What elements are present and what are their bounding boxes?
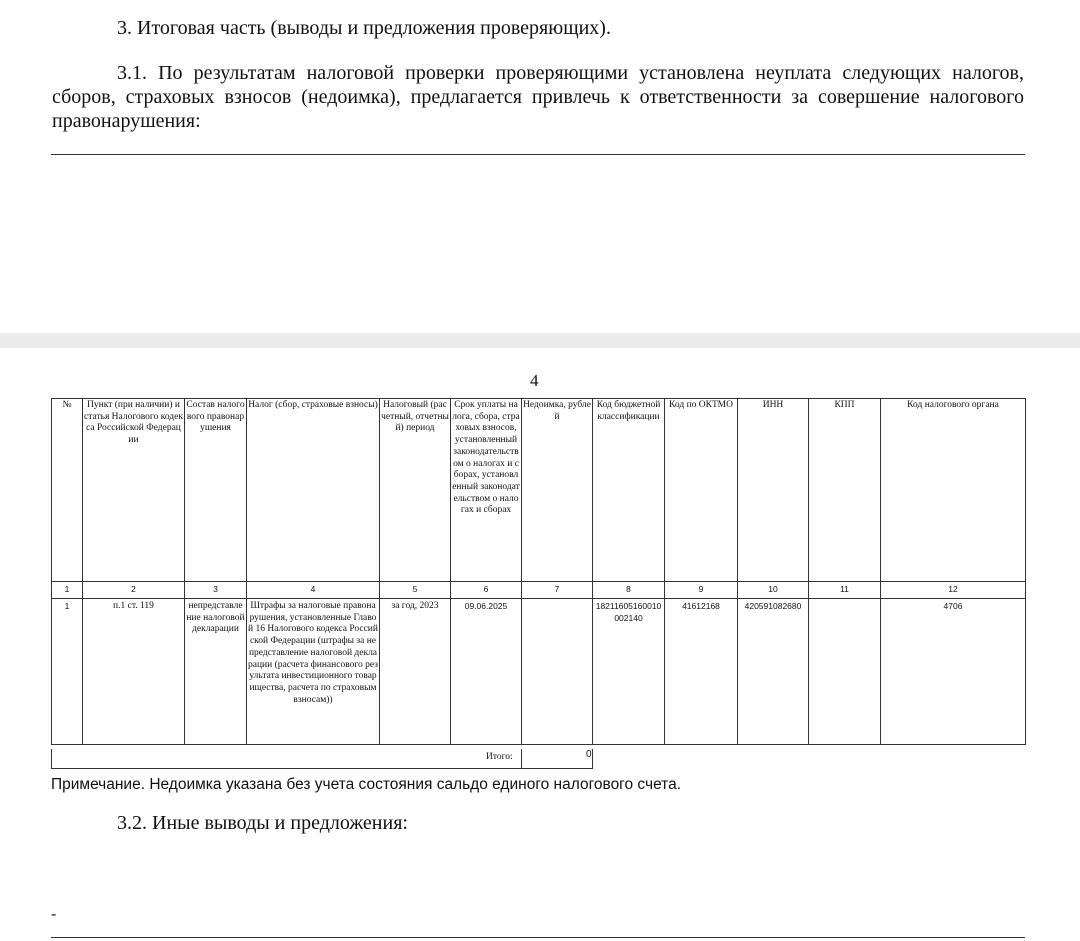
- header-cell: Код бюджетной классификации: [593, 399, 665, 582]
- period-cell: за год, 2023: [380, 599, 451, 745]
- arrears-cell: [522, 599, 593, 745]
- row-number: 1: [52, 599, 83, 745]
- offense-cell: непредставление налоговой декларации: [185, 599, 247, 745]
- header-cell: №: [52, 399, 83, 582]
- column-number: 7: [522, 582, 593, 599]
- tax-cell: Штрафы за налоговые правонарушения, установленные Главой 16 Налогового кодекса Российской Федерации (штрафы за непредставление налоговой декларации (расчета финансового результата инвестиционного товарищества, расчета по страховым взносам)): [247, 599, 380, 745]
- table-row: [52, 599, 1026, 745]
- header-cell: КПП: [809, 399, 881, 582]
- header-cell: Пункт (при наличии) и статья Налогового кодекса Российской Федерации: [83, 399, 185, 582]
- column-number: 2: [83, 582, 185, 599]
- total-value: 0: [586, 749, 592, 760]
- header-cell: Состав налогового правонарушения: [185, 399, 247, 582]
- dash-placeholder: -: [51, 906, 57, 923]
- header-cell: Код налогового органа: [881, 399, 1026, 582]
- note-text: Примечание. Недоимка указана без учета состояния сальдо единого налогового счета.: [51, 776, 682, 793]
- header-cell: ИНН: [738, 399, 809, 582]
- page-number: 4: [530, 371, 539, 390]
- paragraph-3-1: 3.1. По результатам налоговой проверки проверяющими установлена неуплата следующих налогов, сборов, страховых взносов (недоимка), предлагается привлечь к ответственности за совершение налогового правонарушения:: [52, 62, 1024, 132]
- article-cell: п.1 ст. 119: [83, 599, 185, 745]
- total-divider: [521, 749, 522, 769]
- kbk-cell: 18211605160010002140: [593, 599, 665, 745]
- column-number: 6: [451, 582, 522, 599]
- column-number: 12: [881, 582, 1026, 599]
- tax-authority-cell: 4706: [881, 599, 1026, 745]
- header-cell: Срок уплаты налога, сбора, страховых взносов, установленный законодательством о налогах и сборах, установленный законодательством о налогах и сборах: [451, 399, 522, 582]
- arrears-table: [51, 398, 1026, 745]
- total-label: Итого:: [486, 752, 513, 762]
- column-number: 1: [52, 582, 83, 599]
- column-number: 4: [247, 582, 380, 599]
- page-break: [0, 333, 1080, 348]
- header-cell: Код по ОКТМО: [665, 399, 738, 582]
- column-number: 3: [185, 582, 247, 599]
- due-date-cell: 09.06.2025: [451, 599, 522, 745]
- oktmo-cell: 41612168: [665, 599, 738, 745]
- table-header-row: [52, 399, 1026, 582]
- section-title: 3. Итоговая часть (выводы и предложения проверяющих).: [117, 17, 611, 39]
- header-cell: Недоимка, рублей: [522, 399, 593, 582]
- inn-cell: 420591082680: [738, 599, 809, 745]
- header-cell: Налог (сбор, страховые взносы): [247, 399, 380, 582]
- bottom-rule: [51, 937, 1025, 938]
- column-number: 11: [809, 582, 881, 599]
- column-number: 5: [380, 582, 451, 599]
- header-cell: Налоговый (расчетный, отчетный) период: [380, 399, 451, 582]
- column-number: 9: [665, 582, 738, 599]
- column-number: 8: [593, 582, 665, 599]
- section-3-2-title: 3.2. Иные выводы и предложения:: [117, 812, 408, 834]
- column-number: 10: [738, 582, 809, 599]
- column-number-row: [52, 582, 1026, 599]
- kpp-cell: [809, 599, 881, 745]
- underline-rule: [51, 154, 1025, 155]
